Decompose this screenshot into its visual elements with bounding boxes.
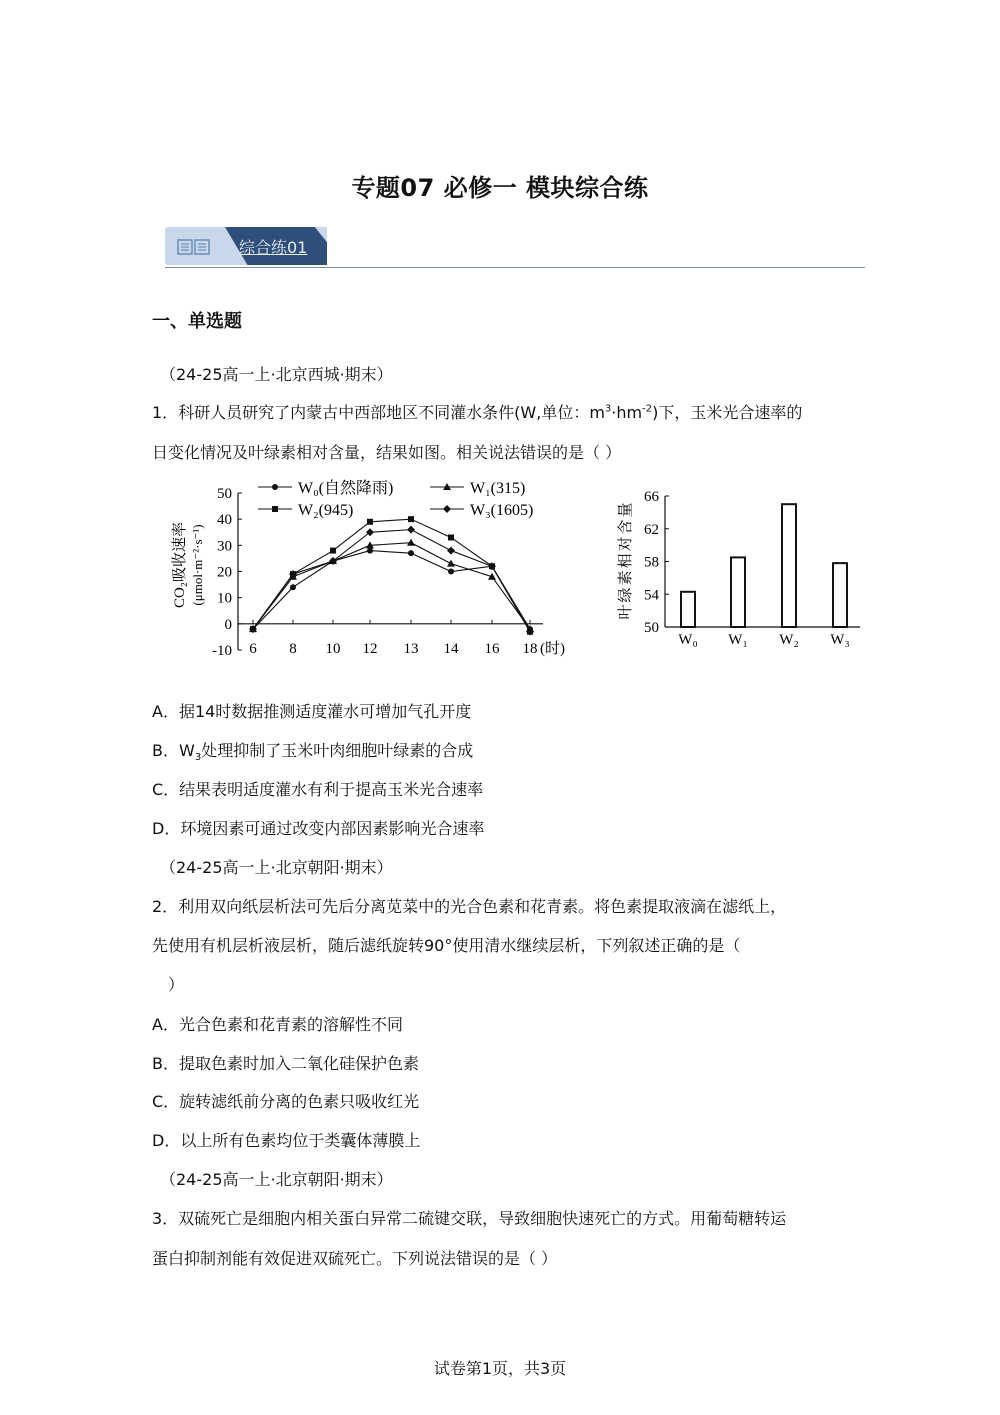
line-chart-ylabel-unit: (μmol·m⁻²·s⁻¹) xyxy=(190,524,205,606)
x-tick-label: W₃ xyxy=(830,632,850,648)
series-line xyxy=(253,551,530,630)
q1-option-a[interactable]: A．据14时数据推测适度灌水可增加气孔开度 xyxy=(152,702,472,721)
legend-label: W₁(315) xyxy=(470,480,526,497)
legend-label: W₀(自然降雨) xyxy=(298,480,394,497)
x-tick-label: 8 xyxy=(289,641,297,657)
bar xyxy=(782,504,796,627)
data-point xyxy=(407,539,415,546)
q3-source: （24-25高一上·北京朝阳·期末） xyxy=(160,1170,393,1189)
q2-option-c[interactable]: C．旋转滤纸前分离的色素只吸收红光 xyxy=(152,1092,420,1111)
line-chart-series xyxy=(249,516,534,636)
q1-stem-line2: 日变化情况及叶绿素相对含量，结果如图。相关说法错误的是（ ） xyxy=(152,443,622,462)
x-tick-label: 16 xyxy=(484,641,500,657)
x-tick-label: W₀ xyxy=(678,632,698,648)
x-tick-label: W₁ xyxy=(728,632,748,648)
co2-line-chart xyxy=(150,475,580,665)
data-point xyxy=(447,547,455,555)
data-point xyxy=(448,534,454,540)
bar xyxy=(731,557,745,627)
y-tick-label: 54 xyxy=(644,587,659,604)
y-tick-label: 58 xyxy=(644,554,659,571)
q3-stem-line2: 蛋白抑制剂能有效促进双硫死亡。下列说法错误的是（ ） xyxy=(152,1249,558,1268)
data-point xyxy=(408,550,414,556)
q2-option-b[interactable]: B．提取色素时加入二氧化硅保护色素 xyxy=(152,1054,419,1073)
data-point xyxy=(448,569,454,575)
bar xyxy=(681,592,695,627)
y-tick-label: 40 xyxy=(217,512,232,529)
legend-marker xyxy=(443,505,451,513)
q3-stem-line1: 3．双硫死亡是细胞内相关蛋白异常二硫键交联，导致细胞快速死亡的方式。用葡萄糖转运 xyxy=(152,1209,787,1228)
y-tick-label: 50 xyxy=(644,620,659,636)
y-tick-label: 10 xyxy=(217,590,232,607)
section-tab-bar xyxy=(165,227,865,269)
book-icon xyxy=(177,239,211,255)
y-tick-label: 66 xyxy=(644,489,659,505)
x-axis-label: (时) xyxy=(540,641,565,657)
page-title: 专题07 必修一 模块综合练 xyxy=(351,174,649,202)
y-tick-label: 30 xyxy=(217,538,232,555)
header-divider xyxy=(165,267,865,268)
y-tick-label: 50 xyxy=(217,486,232,502)
series-line xyxy=(253,530,530,632)
data-point xyxy=(290,584,296,590)
q1-option-b[interactable]: B．$W_3$处理抑制了玉米叶肉细胞叶绿素的合成 xyxy=(152,741,474,764)
q2-option-a[interactable]: A．光合色素和花青素的溶解性不同 xyxy=(152,1015,403,1034)
legend-label: W₃(1605) xyxy=(470,502,534,519)
x-tick-label: 12 xyxy=(362,641,378,657)
data-point xyxy=(367,519,373,525)
q1-option-d[interactable]: D．环境因素可通过改变内部因素影响光合速率 xyxy=(152,819,485,838)
q2-stem-line3: ） xyxy=(168,975,185,994)
tab-label[interactable]: 综合练01 xyxy=(239,238,308,257)
legend-marker xyxy=(272,484,278,490)
data-point xyxy=(367,548,373,554)
y-tick-label: 62 xyxy=(644,521,659,538)
x-tick-label: 18 xyxy=(522,641,538,657)
page-footer: 试卷第1页，共3页 xyxy=(433,1359,567,1378)
q1-stem-line1: 1．科研人员研究了内蒙古中西部地区不同灌水条件(W,单位：$m^3\cdot hm^{-2}$)下，玉米光合速率的 xyxy=(152,403,803,422)
x-tick-label: 6 xyxy=(249,641,257,657)
data-point xyxy=(408,516,414,522)
chlorophyll-bar-chart xyxy=(610,480,870,655)
y-tick-label: -10 xyxy=(212,643,232,659)
bar xyxy=(833,563,847,627)
bar-chart-bars xyxy=(681,504,847,627)
y-tick-label: 0 xyxy=(224,616,232,633)
q2-source: （24-25高一上·北京朝阳·期末） xyxy=(160,858,393,877)
q1-option-c[interactable]: C．结果表明适度灌水有利于提高玉米光合速率 xyxy=(152,780,484,799)
section-heading: 一、单选题 xyxy=(152,311,242,332)
legend-marker xyxy=(272,506,278,512)
line-chart-legend xyxy=(258,479,533,519)
legend-label: W₂(945) xyxy=(298,502,354,519)
y-tick-label: 20 xyxy=(217,564,232,581)
data-point xyxy=(330,548,336,554)
data-point xyxy=(407,526,415,534)
bar-chart-axes xyxy=(644,489,860,648)
x-tick-label: W₂ xyxy=(779,632,799,648)
q2-option-d[interactable]: D．以上所有色素均位于类囊体薄膜上 xyxy=(152,1131,421,1150)
x-tick-label: 10 xyxy=(325,641,341,657)
q2-stem-line2: 先使用有机层析液层析，随后滤纸旋转90°使用清水继续层析，下列叙述正确的是（ xyxy=(152,936,741,955)
x-tick-label: 14 xyxy=(443,641,459,657)
bar-chart-ylabel: 叶绿素相对含量 xyxy=(618,500,634,620)
data-point xyxy=(447,560,455,567)
line-chart-ylabel: CO₂吸收速率 xyxy=(172,521,188,609)
q2-stem-line1: 2．利用双向纸层析法可先后分离苋菜中的光合色素和花青素。将色素提取液滴在滤纸上， xyxy=(152,897,787,916)
q1-source: （24-25高一上·北京西城·期末） xyxy=(160,365,393,384)
x-tick-label: 13 xyxy=(403,641,419,657)
